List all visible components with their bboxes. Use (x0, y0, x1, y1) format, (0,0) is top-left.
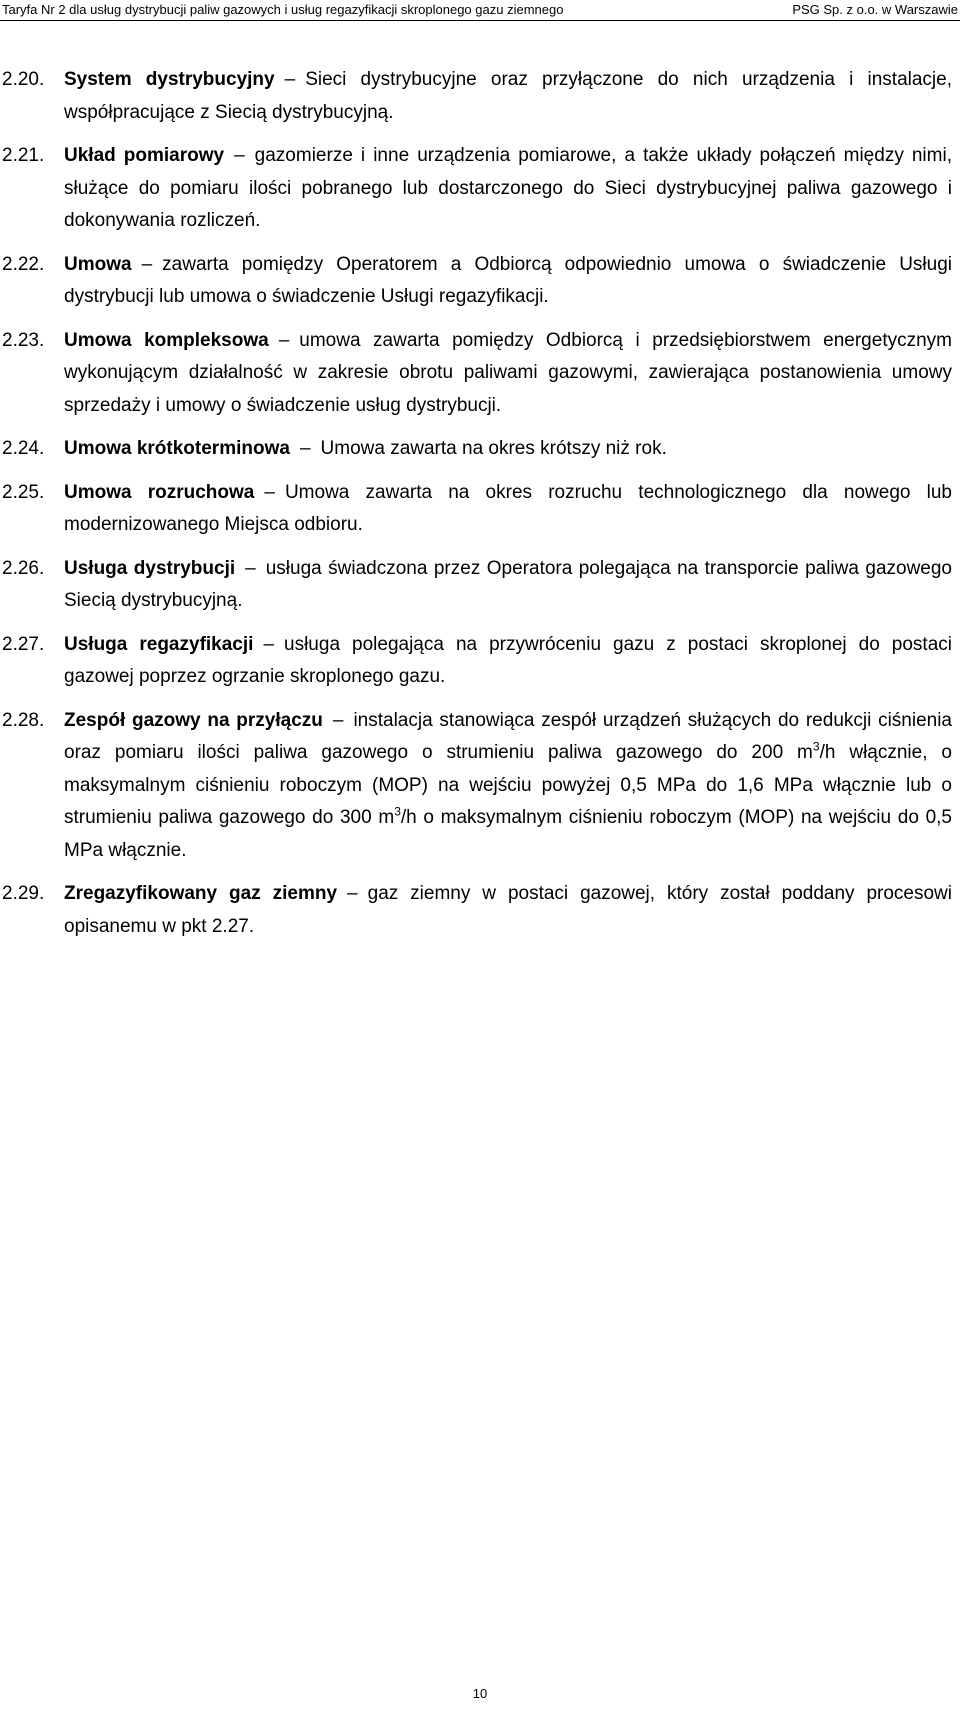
definition-text-part-3: /h o maksymalnym ciśnieniu roboczym (MOP) na wejściu do 0,5 MPa włącznie. (64, 807, 952, 861)
definition-text: usługa polegająca na przywróceniu gazu z postaci skroplonej do postaci gazowej poprzez ogrzanie skroplonego gazu. (64, 633, 952, 687)
header-document-title: Taryfa Nr 2 dla usług dystrybucji paliw gazowych i usług regazyfikacji skroplonego gazu ziemnego (2, 2, 564, 17)
definition-text: gazomierze i inne urządzenia pomiarowe, a także układy połączeń między nimi, służące do pomiaru ilości pobranego lub dostarczonego do Sieci dystrybucyjnej paliwa gazowego i dokonywania rozliczeń. (64, 145, 952, 231)
definition-dash: – (332, 709, 344, 731)
definition-dash: – (264, 481, 275, 503)
definition-number: 2.24. (2, 438, 45, 459)
definition-text: usługa świadczona przez Operatora polegająca na transporcie paliwa gazowego Siecią dystrybucyjną. (64, 557, 952, 611)
definition-term: Umowa kompleksowa (64, 329, 269, 351)
definition-term: Umowa rozruchowa (64, 481, 255, 503)
page-number: 10 (472, 1686, 488, 1701)
definition-term: System dystrybucyjny (64, 69, 275, 90)
definition-text: gaz ziemny w postaci gazowej, który został poddany procesowi opisanemu w pkt 2.27. (64, 883, 953, 937)
definition-item-2-27 (0, 629, 960, 694)
definition-item-2-25 (0, 477, 960, 542)
definition-dash: – (263, 633, 275, 655)
definition-dash: – (299, 438, 311, 459)
superscript-exponent: 3 (394, 804, 401, 819)
definition-item-2-22 (0, 249, 960, 314)
definition-term: Usługa regazyfikacji (64, 633, 254, 655)
definition-dash: – (284, 69, 296, 90)
definition-dash: – (347, 883, 358, 904)
definition-item-2-24 (0, 433, 960, 466)
definitions-list (0, 64, 960, 943)
definition-number: 2.26. (2, 557, 45, 579)
definition-text: umowa zawarta pomiędzy Odbiorcą i przedsiębiorstwem energetycznym wykonującym działalność w zakresie obrotu paliwami gazowymi, zawierająca postanowienia umowy sprzedaży i umowy o świadczenie usług dystrybucji. (64, 329, 952, 416)
definition-number: 2.21. (2, 145, 45, 166)
definition-term: Usługa dystrybucji (64, 557, 236, 579)
definition-dash: – (278, 329, 290, 351)
definition-item-2-20 (0, 64, 960, 129)
definition-item-2-21 (0, 140, 960, 238)
definition-text-part-1: instalacja stanowiąca zespół urządzeń służących do redukcji ciśnienia oraz pomiaru ilości paliwa gazowego o strumieniu paliwa gazowego do 200 m (64, 709, 953, 763)
definition-number: 2.25. (2, 481, 45, 503)
definition-text: zawarta pomiędzy Operatorem a Odbiorcą odpowiednio umowa o świadczenie Usługi dystrybucji lub umowa o świadczenie Usługi regazyfikacji. (64, 253, 952, 307)
header-divider (0, 20, 960, 21)
definition-item-2-28 (0, 705, 960, 868)
definition-dash: – (234, 145, 245, 166)
definition-number: 2.27. (2, 633, 45, 655)
definition-text: Sieci dystrybucyjne oraz przyłączone do nich urządzenia i instalacje, współpracujące z Siecią dystrybucyjną. (64, 69, 952, 123)
definition-number: 2.23. (2, 329, 45, 351)
definition-text: Umowa zawarta na okres rozruchu technologicznego dla nowego lub modernizowanego Miejsca odbioru. (64, 481, 952, 535)
definition-item-2-23 (0, 325, 960, 423)
definition-term: Zespół gazowy na przyłączu (64, 709, 323, 731)
definition-item-2-26 (0, 553, 960, 618)
definition-number: 2.20. (2, 69, 45, 90)
definition-number: 2.29. (2, 883, 45, 904)
definition-term: Umowa (64, 253, 132, 275)
definition-dash: – (245, 557, 256, 579)
definition-term: Układ pomiarowy (64, 145, 225, 166)
header-company-name: PSG Sp. z o.o. w Warszawie (792, 2, 958, 17)
definition-term: Umowa krótkoterminowa (64, 438, 290, 459)
superscript-exponent: 3 (812, 739, 820, 754)
definition-text: Umowa zawarta na okres krótszy niż rok. (320, 438, 667, 459)
definition-number: 2.28. (2, 709, 45, 731)
definition-text-part-2: /h włącznie, o maksymalnym ciśnieniu roboczym (MOP) na wejściu powyżej 0,5 MPa do 1,6 MPa włącznie lub o strumieniu paliwa gazowego do 300 m (64, 742, 952, 828)
definition-item-2-29 (0, 878, 960, 943)
definition-term: Zregazyfikowany gaz ziemny (64, 883, 338, 904)
definition-number: 2.22. (2, 253, 45, 275)
page-header (0, 0, 960, 22)
definition-dash: – (141, 253, 153, 275)
